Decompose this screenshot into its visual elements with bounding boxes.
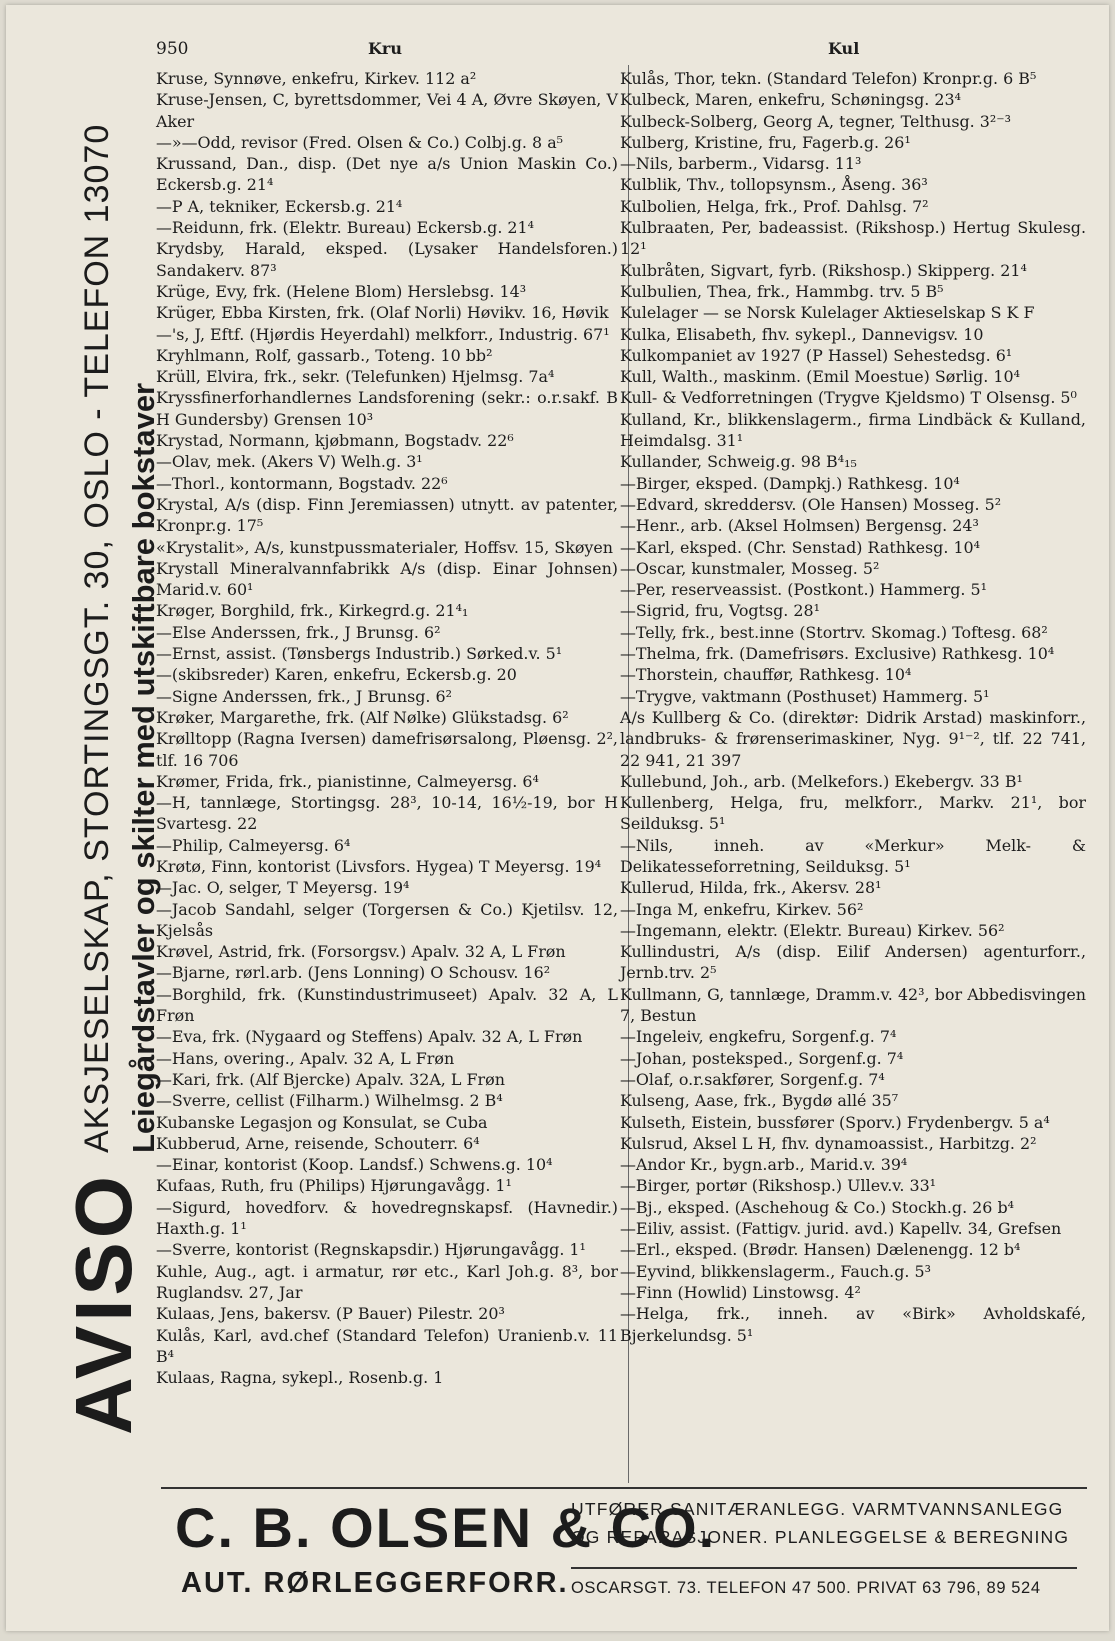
directory-entry: Kullebund, Joh., arb. (Melkefors.) Ekebergv. 33 B¹ bbox=[620, 771, 1023, 791]
directory-entry: —Ingemann, elektr. (Elektr. Bureau) Kirkev. 56² bbox=[620, 920, 1005, 940]
ad-services-line-2: OG REPARASJONER. PLANLEGGELSE & BEREGNING bbox=[571, 1527, 1070, 1547]
directory-entry: Kullerud, Hilda, frk., Akersv. 28¹ bbox=[620, 878, 882, 898]
directory-entry: —Edvard, skreddersv. (Ole Hansen) Mosseg. 5² bbox=[620, 494, 1002, 514]
directory-entry: Krystal, A/s (disp. Finn Jeremiassen) utnytt. av patenter, Kronpr.g. 17⁵ bbox=[156, 494, 618, 536]
directory-entry: —Bjarne, rørl.arb. (Jens Lonning) O Schousv. 16² bbox=[156, 963, 551, 983]
directory-entry: Kulseth, Eistein, bussfører (Sporv.) Frydenbergv. 5 a⁴ bbox=[620, 1112, 1050, 1132]
directory-entry: —Eiliv, assist. (Fattigv. jurid. avd.) Kapellv. 34, Grefsen bbox=[620, 1219, 1062, 1239]
directory-entry: —Finn (Howlid) Linstowsg. 4² bbox=[620, 1282, 861, 1302]
directory-entry: —Sigrid, fru, Vogtsg. 28¹ bbox=[620, 601, 820, 621]
directory-entry: —'s, J, Eftf. (Hjørdis Heyerdahl) melkforr., Industrig. 67¹ bbox=[156, 324, 610, 344]
directory-entry: —Helga, frk., inneh. av «Birk» Avholdskafé, Bjerkelundsg. 5¹ bbox=[620, 1304, 1086, 1345]
directory-entry: —Sigurd, hovedforv. & hovedregnskapsf. (Havnedir.) Haxth.g. 1¹ bbox=[156, 1197, 618, 1239]
running-head-right: Kul bbox=[828, 39, 860, 58]
directory-entry: —Birger, portør (Rikshosp.) Ullev.v. 33¹ bbox=[620, 1176, 937, 1196]
directory-entry: —(skibsreder) Karen, enkefru, Eckersb.g. 20 bbox=[156, 665, 517, 685]
directory-entry: Kulkompaniet av 1927 (P Hassel) Sehestedsg. 6¹ bbox=[620, 345, 1013, 365]
directory-entry: —Ernst, assist. (Tønsbergs Industrib.) Sørked.v. 5¹ bbox=[156, 644, 563, 664]
directory-entry: Krøvel, Astrid, frk. (Forsorgsv.) Apalv. 32 A, L Frøn bbox=[156, 942, 566, 962]
ad-contact-line: OSCARSGT. 73. TELEFON 47 500. PRIVAT 63 796, 89 524 bbox=[571, 1579, 1041, 1597]
directory-entry: —Olaf, o.r.sakfører, Sorgenf.g. 7⁴ bbox=[620, 1069, 885, 1089]
directory-entry: —Erl., eksped. (Brødr. Hansen) Dælenengg. 12 b⁴ bbox=[620, 1240, 1021, 1260]
directory-entry: —Borghild, frk. (Kunstindustrimuseet) Apalv. 32 A, L Frøn bbox=[156, 984, 618, 1026]
directory-entry: Kulland, Kr., blikkenslagerm., firma Lindbäck & Kulland, Heimdalsg. 31¹ bbox=[620, 409, 1086, 451]
directory-entry: Kulblik, Thv., tollopsynsm., Åseng. 36³ bbox=[620, 175, 928, 195]
directory-entry: Krystall Mineralvannfabrikk A/s (disp. Einar Johnsen) Marid.v. 60¹ bbox=[156, 558, 618, 600]
directory-entry: —Sverre, kontorist (Regnskapsdir.) Hjørungavågg. 1¹ bbox=[156, 1240, 586, 1260]
directory-entry: Kulbolien, Helga, frk., Prof. Dahlsg. 7² bbox=[620, 196, 929, 216]
right-column bbox=[620, 68, 1086, 1346]
directory-page bbox=[6, 5, 1109, 1631]
directory-entry: Krüll, Elvira, frk., sekr. (Telefunken) Hjelmsg. 7a⁴ bbox=[156, 367, 555, 387]
directory-entry: —Nils, barberm., Vidarsg. 11³ bbox=[620, 154, 862, 174]
directory-entry: Kufaas, Ruth, fru (Philips) Hjørungavågg. 1¹ bbox=[156, 1176, 512, 1196]
directory-entry: Kull- & Vedforretningen (Trygve Kjeldsmo) T Olsensg. 5⁰ bbox=[620, 388, 1077, 408]
directory-entry: —Eyvind, blikkenslagerm., Fauch.g. 5³ bbox=[620, 1261, 931, 1281]
directory-entry: —Trygve, vaktmann (Posthuset) Hammerg. 5¹ bbox=[620, 686, 990, 706]
directory-entry: —Reidunn, frk. (Elektr. Bureau) Eckersb.g. 21⁴ bbox=[156, 218, 535, 238]
directory-entry: Kulbulien, Thea, frk., Hammbg. trv. 5 B⁵ bbox=[620, 281, 944, 301]
directory-entry: Krøker, Margarethe, frk. (Alf Nølke) Glükstadsg. 6² bbox=[156, 707, 569, 727]
directory-entry: Kruse, Synnøve, enkefru, Kirkev. 112 a² bbox=[156, 69, 477, 88]
directory-entry: Kryssfinerforhandlernes Landsforening (sekr.: o.r.sakf. B H Gundersby) Grensen 10³ bbox=[156, 388, 618, 429]
directory-entry: Krømer, Frida, frk., pianistinne, Calmeyersg. 6⁴ bbox=[156, 771, 539, 791]
directory-entry: Kulbraaten, Per, badeassist. (Rikshosp.) Hertug Skulesg. 12¹ bbox=[620, 218, 1086, 259]
directory-entry: —Thelma, frk. (Damefrisørs. Exclusive) Rathkesg. 10⁴ bbox=[620, 644, 1055, 664]
directory-entry: Kulbeck, Maren, enkefru, Schøningsg. 23⁴ bbox=[620, 90, 961, 110]
directory-entry: —Sverre, cellist (Filharm.) Wilhelmsg. 2 B⁴ bbox=[156, 1091, 503, 1111]
side-ad-address: AKSJESELSKAP, STORTINGSGT. 30, OSLO - TELEFON 13070 bbox=[78, 123, 116, 1153]
directory-entry: Kubanske Legasjon og Konsulat, se Cuba bbox=[156, 1112, 488, 1132]
directory-entry: Krøger, Borghild, frk., Kirkegrd.g. 21⁴₁ bbox=[156, 601, 469, 621]
directory-entry: —Eva, frk. (Nygaard og Steffens) Apalv. 32 A, L Frøn bbox=[156, 1027, 583, 1047]
directory-entry: Kullander, Schweig.g. 98 B⁴₁₅ bbox=[620, 452, 857, 472]
directory-entry: —Telly, frk., best.inne (Stortrv. Skomag.) Toftesg. 68² bbox=[620, 622, 1048, 642]
directory-entry: —Signe Anderssen, frk., J Brunsg. 6² bbox=[156, 686, 452, 706]
directory-entry: Krøtø, Finn, kontorist (Livsfors. Hygea) T Meyersg. 19⁴ bbox=[156, 856, 602, 876]
directory-entry: Kruse-Jensen, C, byrettsdommer, Vei 4 A, Øvre Skøyen, V Aker bbox=[156, 90, 618, 131]
running-head-left: Kru bbox=[368, 39, 402, 58]
directory-entry: Krüge, Evy, frk. (Helene Blom) Herslebsg. 14³ bbox=[156, 281, 527, 301]
directory-entry: —Philip, Calmeyersg. 6⁴ bbox=[156, 835, 351, 855]
directory-entry: —Henr., arb. (Aksel Holmsen) Bergensg. 24³ bbox=[620, 516, 979, 536]
directory-entry: —Ingeleiv, engkefru, Sorgenf.g. 7⁴ bbox=[620, 1027, 897, 1047]
directory-entry: —Inga M, enkefru, Kirkev. 56² bbox=[620, 899, 864, 919]
bottom-ad-rule bbox=[161, 1487, 1087, 1489]
directory-entry: Krydsby, Harald, eksped. (Lysaker Handelsforen.) Sandakerv. 87³ bbox=[156, 239, 618, 280]
directory-entry: Kulås, Thor, tekn. (Standard Telefon) Kronpr.g. 6 B⁵ bbox=[620, 69, 1037, 88]
directory-entry: —Thorl., kontormann, Bogstadv. 22⁶ bbox=[156, 473, 448, 493]
directory-entry: Kulbråten, Sigvart, fyrb. (Rikshosp.) Skipperg. 21⁴ bbox=[620, 260, 1027, 280]
directory-entry: Kulaas, Jens, bakersv. (P Bauer) Pilestr. 20³ bbox=[156, 1304, 505, 1324]
directory-entry: —Else Anderssen, frk., J Brunsg. 6² bbox=[156, 622, 441, 642]
directory-entry: —Oscar, kunstmaler, Mosseg. 5² bbox=[620, 558, 880, 578]
bottom-advertisement bbox=[161, 1487, 1087, 1613]
directory-entry: —Einar, kontorist (Koop. Landsf.) Schwens.g. 10⁴ bbox=[156, 1155, 553, 1175]
directory-entry: Kull, Walth., maskinm. (Emil Moestue) Sørlig. 10⁴ bbox=[620, 367, 1020, 387]
directory-entry: Kullenberg, Helga, fru, melkforr., Markv. 21¹, bor Seilduksg. 5¹ bbox=[620, 793, 1086, 834]
page-number: 950 bbox=[156, 39, 189, 59]
directory-entry: —Olav, mek. (Akers V) Welh.g. 3¹ bbox=[156, 452, 423, 472]
directory-entry: Krussand, Dan., disp. (Det nye a/s Union Maskin Co.) Eckersb.g. 21⁴ bbox=[156, 154, 618, 195]
directory-entry: —Birger, eksped. (Dampkj.) Rathkesg. 10⁴ bbox=[620, 473, 960, 493]
directory-entry: —Kari, frk. (Alf Bjercke) Apalv. 32A, L Frøn bbox=[156, 1069, 505, 1089]
directory-entry: Krystad, Normann, kjøbmann, Bogstadv. 22⁶ bbox=[156, 431, 514, 451]
directory-entry: —Jac. O, selger, T Meyersg. 19⁴ bbox=[156, 878, 410, 898]
directory-entry: Krüger, Ebba Kirsten, frk. (Olaf Norli) Høvikv. 16, Høvik bbox=[156, 303, 609, 323]
directory-entry: —Bj., eksped. (Aschehoug & Co.) Stockh.g. 26 b⁴ bbox=[620, 1197, 1014, 1217]
directory-entry: —H, tannlæge, Stortingsg. 28³, 10-14, 16½-19, bor H Svartesg. 22 bbox=[156, 793, 618, 834]
ad-trade: AUT. RØRLEGGERFORR. bbox=[181, 1567, 569, 1599]
directory-entry: —Jacob Sandahl, selger (Torgersen & Co.) Kjetilsv. 12, Kjelsås bbox=[156, 899, 618, 940]
directory-entry: Kulaas, Ragna, sykepl., Rosenb.g. 1 bbox=[156, 1368, 444, 1388]
directory-entry: Kulelager — se Norsk Kulelager Aktieselskap S K F bbox=[620, 303, 1035, 323]
directory-entry: A/s Kullberg & Co. (direktør: Didrik Arstad) maskinforr., landbruks- & frørenserimaskiner, Nyg. 9¹⁻², tlf. 22 741, 22 941, 21 397 bbox=[620, 707, 1086, 770]
directory-entry: Kuhle, Aug., agt. i armatur, rør etc., Karl Joh.g. 8³, bor Ruglandsv. 27, Jar bbox=[156, 1261, 618, 1302]
directory-entry: Kubberud, Arne, reisende, Schouterr. 6⁴ bbox=[156, 1133, 480, 1153]
directory-entry: —»—Odd, revisor (Fred. Olsen & Co.) Colbj.g. 8 a⁵ bbox=[156, 132, 564, 152]
directory-entry: Kulsrud, Aksel L H, fhv. dynamoassist., Harbitzg. 2² bbox=[620, 1133, 1037, 1153]
side-ad-slogan: Leiegårdstavler og skilter med utskiftbare bokstaver bbox=[126, 382, 161, 1153]
ad-company-name: C. B. OLSEN & CO. bbox=[175, 1496, 717, 1559]
directory-entry: Kulka, Elisabeth, fhv. sykepl., Dannevigsv. 10 bbox=[620, 324, 984, 344]
ad-separator bbox=[571, 1567, 1077, 1569]
directory-entry: —Hans, overing., Apalv. 32 A, L Frøn bbox=[156, 1048, 455, 1068]
directory-entry: Kulbeck-Solberg, Georg A, tegner, Telthusg. 3²⁻³ bbox=[620, 111, 1012, 131]
directory-entry: «Krystalit», A/s, kunstpussmaterialer, Hoffsv. 15, Skøyen bbox=[156, 537, 614, 557]
directory-entry: —Karl, eksped. (Chr. Senstad) Rathkesg. 10⁴ bbox=[620, 537, 981, 557]
directory-entry: Kulås, Karl, avd.chef (Standard Telefon) Uranienb.v. 11 B⁴ bbox=[156, 1325, 618, 1366]
directory-entry: —P A, tekniker, Eckersb.g. 21⁴ bbox=[156, 196, 403, 216]
directory-entry: Kryhlmann, Rolf, gassarb., Toteng. 10 bb² bbox=[156, 345, 493, 365]
directory-entry: —Per, reserveassist. (Postkont.) Hammerg. 5¹ bbox=[620, 580, 987, 600]
directory-entry: —Andor Kr., bygn.arb., Marid.v. 39⁴ bbox=[620, 1155, 908, 1175]
directory-entry: —Nils, inneh. av «Merkur» Melk- & Delikatesseforretning, Seilduksg. 5¹ bbox=[620, 835, 1086, 876]
directory-entry: Kulseng, Aase, frk., Bygdø allé 35⁷ bbox=[620, 1091, 899, 1111]
ad-services-line: UTFØRER SANITÆRANLEGG. VARMTVANNSANLEGG bbox=[571, 1499, 1064, 1519]
directory-entry: Krølltopp (Ragna Iversen) damefrisørsalong, Pløensg. 2², tlf. 16 706 bbox=[156, 729, 618, 770]
directory-entry: Kulberg, Kristine, fru, Fagerb.g. 26¹ bbox=[620, 132, 911, 152]
directory-entry: —Johan, posteksped., Sorgenf.g. 7⁴ bbox=[620, 1048, 904, 1068]
directory-entry: —Thorstein, chauffør, Rathkesg. 10⁴ bbox=[620, 665, 912, 685]
directory-entry: Kullmann, G, tannlæge, Dramm.v. 42³, bor Abbedisvingen 7, Bestun bbox=[620, 984, 1086, 1026]
left-column bbox=[156, 68, 618, 1388]
side-ad-brand: AVISO bbox=[59, 1171, 148, 1435]
directory-entry: Kullindustri, A/s (disp. Eilif Andersen) agenturforr., Jernb.trv. 2⁵ bbox=[620, 942, 1086, 983]
